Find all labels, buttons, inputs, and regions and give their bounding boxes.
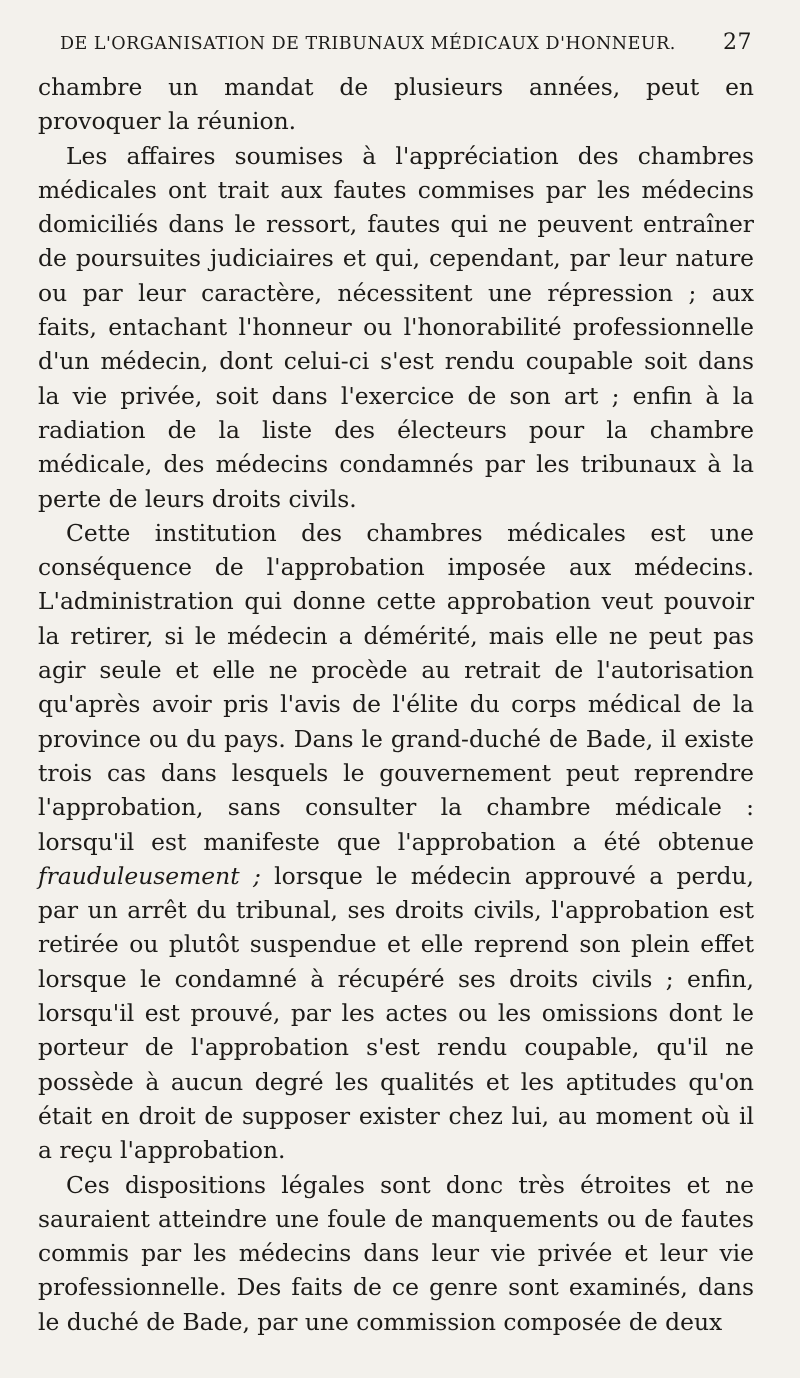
- running-header: [38, 30, 754, 70]
- paragraph-institution: [38, 516, 754, 1168]
- paragraph-continuation: chambre un mandat de plusieurs années, peut en provoquer la réunion.: [38, 73, 754, 136]
- paragraph-affaires: Les affaires soumises à l'appréciation des chambres médicales ont trait aux fautes commises par les médecins domiciliés dans le ressort, fautes qui ne peuvent entraîner de poursuites judiciaires et qui, cependant, par leur nature ou par leur caractère, nécessitent une répression ; aux faits, entachant l'honneur ou l'honorabilité professionnelle d'un médecin, dont celui-ci s'est rendu coupable soit dans la vie privée, soit dans l'exercice de son art ; enfin à la radiation de la liste des électeurs pour la chambre médicale, des médecins condamnés par les tribunaux à la perte de leurs droits civils.: [38, 141, 754, 513]
- paragraph-dispositions: Ces dispositions légales sont donc très étroites et ne sauraient atteindre une foule de manquements ou de fautes commis par les médecins dans leur vie privée et leur vie professionnelle. Des faits de ce genre sont examinés, dans le duché de Bade, par une commission composée de deux: [38, 1170, 754, 1336]
- page-number: 27: [723, 30, 752, 55]
- paragraph-text: Cette institution des chambres médicales est une conséquence de l'approbation imposée aux médecins. L'administration qui donne cette approbation veut pouvoir la retirer, si le médecin a démérité, mais elle ne peut pas agir seule et elle ne procède au retrait de l'autorisation qu'après avoir pris l'avis de l'élite du corps médical de la province ou du pays. Dans le grand-duché de Bade, il existe trois cas dans lesquels le gouvernement peut reprendre l'approbation, sans consulter la chambre médicale : lorsqu'il est manifeste que l'approbation a été obtenue: [38, 518, 754, 856]
- paragraph-text: lorsque le médecin approuvé a perdu, par un arrêt du tribunal, ses droits civils, l'approbation est retirée ou plutôt suspendue et elle reprend son plein effet lorsque le condamné à récupéré ses droits civils ; enfin, lorsqu'il est prouvé, par les actes ou les omissions dont le porteur de l'approbation s'est rendu coupable, qu'il ne possède à aucun degré les qualités et les aptitudes qu'on était en droit de supposer exister chez lui, au moment où il a reçu l'approbation.: [38, 861, 754, 1165]
- running-title: DE L'ORGANISATION DE TRIBUNAUX MÉDICAUX D'HONNEUR.: [60, 34, 676, 54]
- page-body: [38, 70, 754, 1339]
- italic-term: frauduleusement ;: [38, 861, 261, 890]
